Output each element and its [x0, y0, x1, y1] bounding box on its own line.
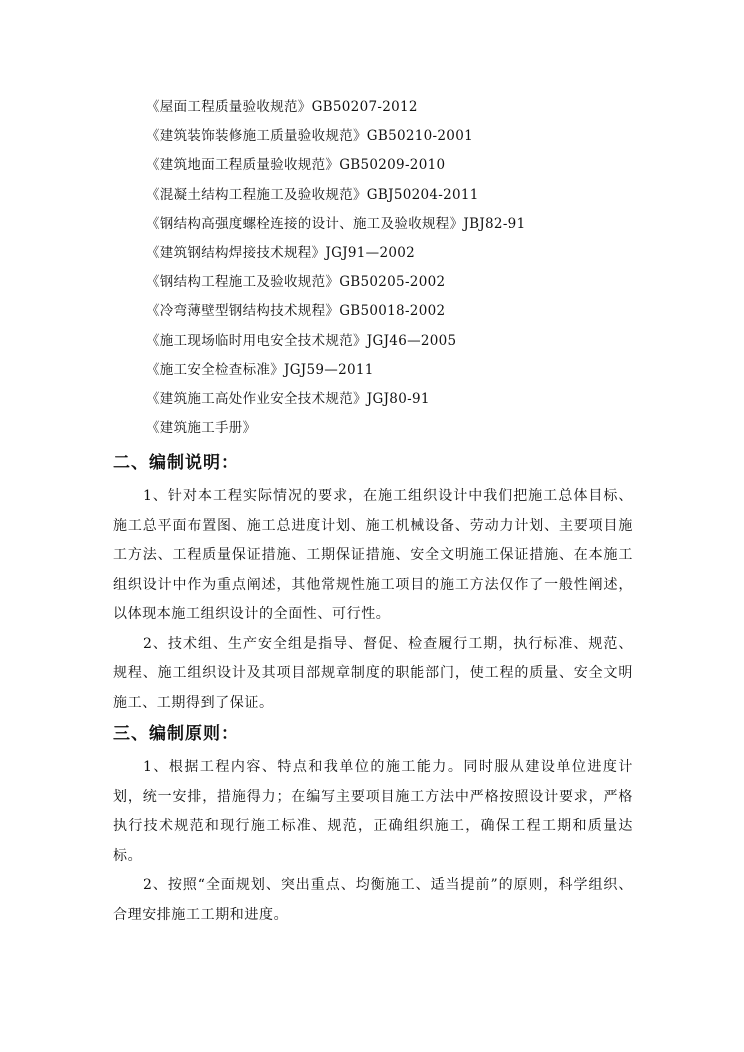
section-heading: 三、编制原则：: [113, 724, 239, 744]
reference-item: 《施工安全检查标准》JGJ59—2011: [146, 361, 374, 378]
reference-item: 《施工现场临时用电安全技术规范》JGJ46—2005: [146, 332, 457, 349]
reference-item: 《钢结构工程施工及验收规范》GB50205-2002: [146, 274, 446, 291]
section-compilation-principles: [113, 723, 633, 930]
reference-item: 《建筑地面工程质量验收规范》GB50209-2010: [146, 157, 446, 174]
reference-list: [146, 93, 525, 443]
reference-item: 《冷弯薄壁型钢结构技术规程》GB50018-2002: [146, 303, 446, 320]
paragraph: 1、根据工程内容、特点和我单位的施工能力。同时服从建设单位进度计划，统一安排，措施得力；在编写主要项目施工方法中严格按照设计要求，严格执行技术规范和现行施工标准、规范，正确组织施工，确保工程工期和质量达标。: [113, 759, 633, 864]
reference-item: 《建筑施工手册》: [146, 420, 257, 437]
reference-item: 《建筑装饰装修施工质量验收规范》GB50210-2001: [146, 128, 473, 145]
paragraph: 2、技术组、生产安全组是指导、督促、检查履行工期，执行标准、规范、规程、施工组织设计及其项目部规章制度的职能部门，使工程的质量、安全文明施工、工期得到了保证。: [113, 635, 633, 711]
paragraph: 1、针对本工程实际情况的要求，在施工组织设计中我们把施工总体目标、施工总平面布置图、施工总进度计划、施工机械设备、劳动力计划、主要项目施工方法、工程质量保证措施、工期保证措施、安全文明施工保证措施、在本施工组织设计中作为重点阐述，其他常规性施工项目的施工方法仅作了一般性阐述，以体现本施工组织设计的全面性、可行性。: [113, 488, 633, 622]
reference-item: 《建筑钢结构焊接技术规程》JGJ91—2002: [146, 244, 416, 261]
section-heading: 二、编制说明：: [113, 453, 239, 473]
reference-item: 《混凝土结构工程施工及验收规范》GBJ50204-2011: [146, 186, 479, 203]
reference-item: 《建筑施工高处作业安全技术规范》JGJ80-91: [146, 390, 430, 407]
paragraph: 2、按照“全面规划、突出重点、均衡施工、适当提前”的原则，科学组织、合理安排施工工期和进度。: [113, 877, 633, 923]
reference-item: 《钢结构高强度螺栓连接的设计、施工及验收规程》JBJ82-91: [146, 215, 526, 232]
reference-item: 《屋面工程质量验收规范》GB50207-2012: [146, 99, 418, 115]
section-compilation-notes: [113, 452, 633, 718]
